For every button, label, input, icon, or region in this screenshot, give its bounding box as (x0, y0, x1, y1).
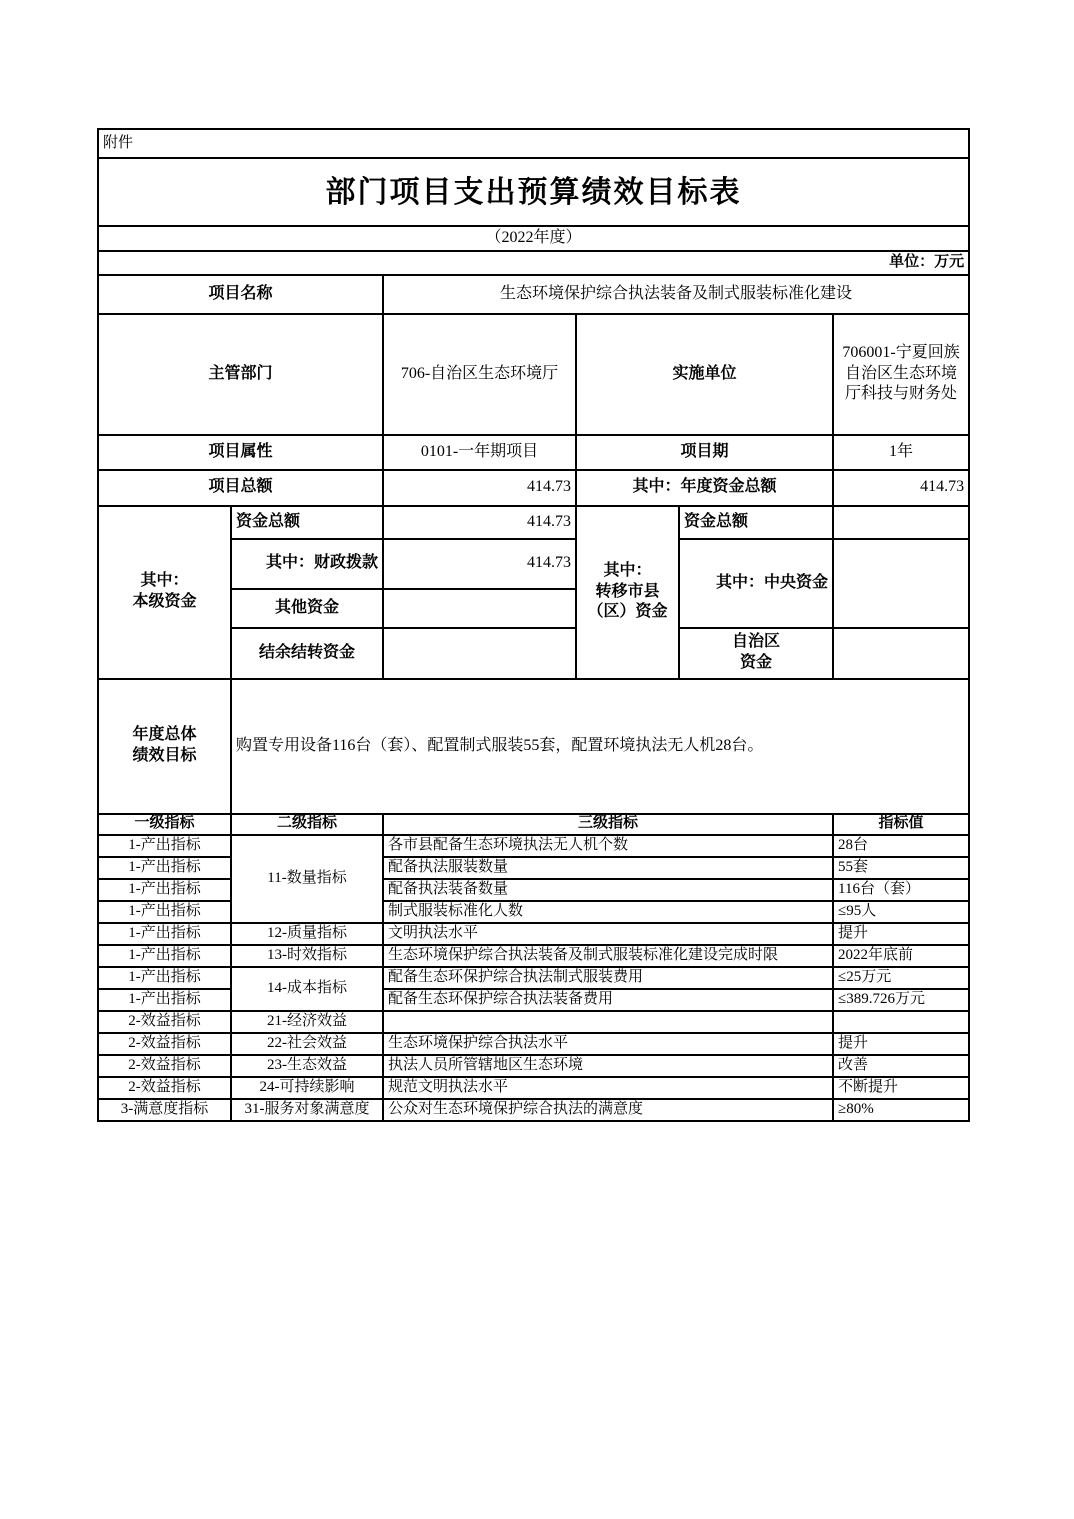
level2-cell: 22-社会效益 (231, 1033, 383, 1055)
level3-cell: 配备执法装备数量 (383, 879, 833, 901)
level3-cell: 生态环境保护综合执法装备及制式服装标准化建设完成时限 (383, 945, 833, 967)
carryover-funds-label: 结余结转资金 (231, 628, 383, 679)
level3-cell: 执法人员所管辖地区生态环境 (383, 1055, 833, 1077)
indicator-row (98, 1011, 969, 1033)
header-level2: 二级指标 (231, 814, 383, 835)
level1-cell: 1-产出指标 (98, 835, 231, 857)
attachment-note: 附件 (98, 129, 969, 158)
total-value: 414.73 (383, 470, 576, 506)
indicator-row (98, 989, 969, 1011)
level1-cell: 3-满意度指标 (98, 1099, 231, 1121)
value-cell: 改善 (833, 1055, 969, 1077)
label-line: 资金 (739, 654, 772, 671)
level3-cell: 公众对生态环境保护综合执法的满意度 (383, 1099, 833, 1121)
level1-cell: 1-产出指标 (98, 967, 231, 989)
level3-cell (383, 1011, 833, 1033)
value-cell: ≥80% (833, 1099, 969, 1121)
value-cell: 提升 (833, 1033, 969, 1055)
unit-note: 单位：万元 (98, 251, 969, 275)
level1-cell: 1-产出指标 (98, 945, 231, 967)
other-funds-label: 其他资金 (231, 589, 383, 628)
level1-cell: 2-效益指标 (98, 1033, 231, 1055)
level3-cell: 配备执法服装数量 (383, 857, 833, 879)
indicator-row (98, 1033, 969, 1055)
label-line: 其中： (603, 561, 652, 579)
level3-cell: 规范文明执法水平 (383, 1077, 833, 1099)
region-funds-value (833, 628, 969, 679)
central-funds-label: 其中：中央资金 (679, 539, 833, 628)
annual-goal-label (98, 679, 231, 814)
level3-cell: 配备生态环保护综合执法装备费用 (383, 989, 833, 1011)
level1-cell: 2-效益指标 (98, 1077, 231, 1099)
level1-cell: 1-产出指标 (98, 923, 231, 945)
level2-cell: 12-质量指标 (231, 923, 383, 945)
value-cell: ≤95人 (833, 901, 969, 923)
header-value: 指标值 (833, 814, 969, 835)
level1-cell: 1-产出指标 (98, 989, 231, 1011)
value-cell: 55套 (833, 857, 969, 879)
indicator-row (98, 901, 969, 923)
value-cell: 提升 (833, 923, 969, 945)
level3-cell: 配备生态环保护综合执法制式服装费用 (383, 967, 833, 989)
attr-label: 项目属性 (98, 435, 383, 470)
fiscal-allocation-value: 414.73 (383, 539, 576, 589)
value-cell: 不断提升 (833, 1077, 969, 1099)
page-title: 部门项目支出预算绩效目标表 (98, 158, 969, 226)
carryover-funds-value (383, 628, 576, 679)
indicator-row (98, 1077, 969, 1099)
indicator-row (98, 945, 969, 967)
label-line: 自治区 (731, 633, 780, 651)
indicator-row (98, 923, 969, 945)
dept-label: 主管部门 (98, 314, 383, 435)
transfer-funds-label (576, 506, 679, 679)
local-funds-label (98, 506, 231, 679)
indicator-row (98, 1099, 969, 1121)
value-cell: ≤25万元 (833, 967, 969, 989)
impl-unit-label: 实施单位 (576, 314, 833, 435)
level2-cell: 21-经济效益 (231, 1011, 383, 1033)
label-line: 绩效目标 (132, 747, 197, 764)
transfer-total-value (833, 506, 969, 539)
value-cell: 116台（套） (833, 879, 969, 901)
level1-cell: 1-产出指标 (98, 879, 231, 901)
value-cell (833, 1011, 969, 1033)
dept-value: 706-自治区生态环境厅 (383, 314, 576, 435)
level2-cell: 31-服务对象满意度 (231, 1099, 383, 1121)
annual-goal-text: 购置专用设备116台（套）、配置制式服装55套，配置环境执法无人机28台。 (231, 679, 969, 814)
year-subtitle: （2022年度） (98, 226, 969, 251)
period-value: 1年 (833, 435, 969, 470)
annual-total-value: 414.73 (833, 470, 969, 506)
level2-cell: 13-时效指标 (231, 945, 383, 967)
header-level3: 三级指标 (383, 814, 833, 835)
impl-unit-value: 706001-宁夏回族自治区生态环境厅科技与财务处 (833, 314, 969, 435)
level1-cell: 2-效益指标 (98, 1055, 231, 1077)
total-label: 项目总额 (98, 470, 383, 506)
level3-cell: 文明执法水平 (383, 923, 833, 945)
local-total-label: 资金总额 (231, 506, 383, 539)
indicator-row (98, 857, 969, 879)
project-name-label: 项目名称 (98, 275, 383, 314)
project-name-value: 生态环境保护综合执法装备及制式服装标准化建设 (383, 275, 969, 314)
indicator-row (98, 835, 969, 857)
transfer-total-label: 资金总额 (679, 506, 833, 539)
label-line: 其中： (140, 572, 189, 590)
budget-performance-table (97, 128, 970, 1122)
central-funds-value (833, 539, 969, 628)
level2-cell: 14-成本指标 (231, 967, 383, 1011)
label-line: 年度总体 (132, 726, 197, 744)
annual-total-label: 其中：年度资金总额 (576, 470, 833, 506)
header-level1: 一级指标 (98, 814, 231, 835)
value-cell: 2022年底前 (833, 945, 969, 967)
indicator-row (98, 1055, 969, 1077)
label-line: （区）资金 (587, 603, 668, 621)
other-funds-value (383, 589, 576, 628)
region-funds-label (679, 628, 833, 679)
indicator-row (98, 879, 969, 901)
value-cell: ≤389.726万元 (833, 989, 969, 1011)
level3-cell: 各市县配备生态环境执法无人机个数 (383, 835, 833, 857)
level3-cell: 生态环境保护综合执法水平 (383, 1033, 833, 1055)
level2-cell: 24-可持续影响 (231, 1077, 383, 1099)
label-line: 转移市县 (595, 582, 660, 600)
label-line: 本级资金 (132, 593, 197, 610)
level1-cell: 1-产出指标 (98, 857, 231, 879)
level1-cell: 1-产出指标 (98, 901, 231, 923)
level2-cell: 23-生态效益 (231, 1055, 383, 1077)
level1-cell: 2-效益指标 (98, 1011, 231, 1033)
attr-value: 0101-一年期项目 (383, 435, 576, 470)
local-total-value: 414.73 (383, 506, 576, 539)
indicator-row (98, 967, 969, 989)
level3-cell: 制式服装标准化人数 (383, 901, 833, 923)
level2-cell: 11-数量指标 (231, 835, 383, 923)
value-cell: 28台 (833, 835, 969, 857)
fiscal-allocation-label: 其中：财政拨款 (231, 539, 383, 589)
period-label: 项目期 (576, 435, 833, 470)
